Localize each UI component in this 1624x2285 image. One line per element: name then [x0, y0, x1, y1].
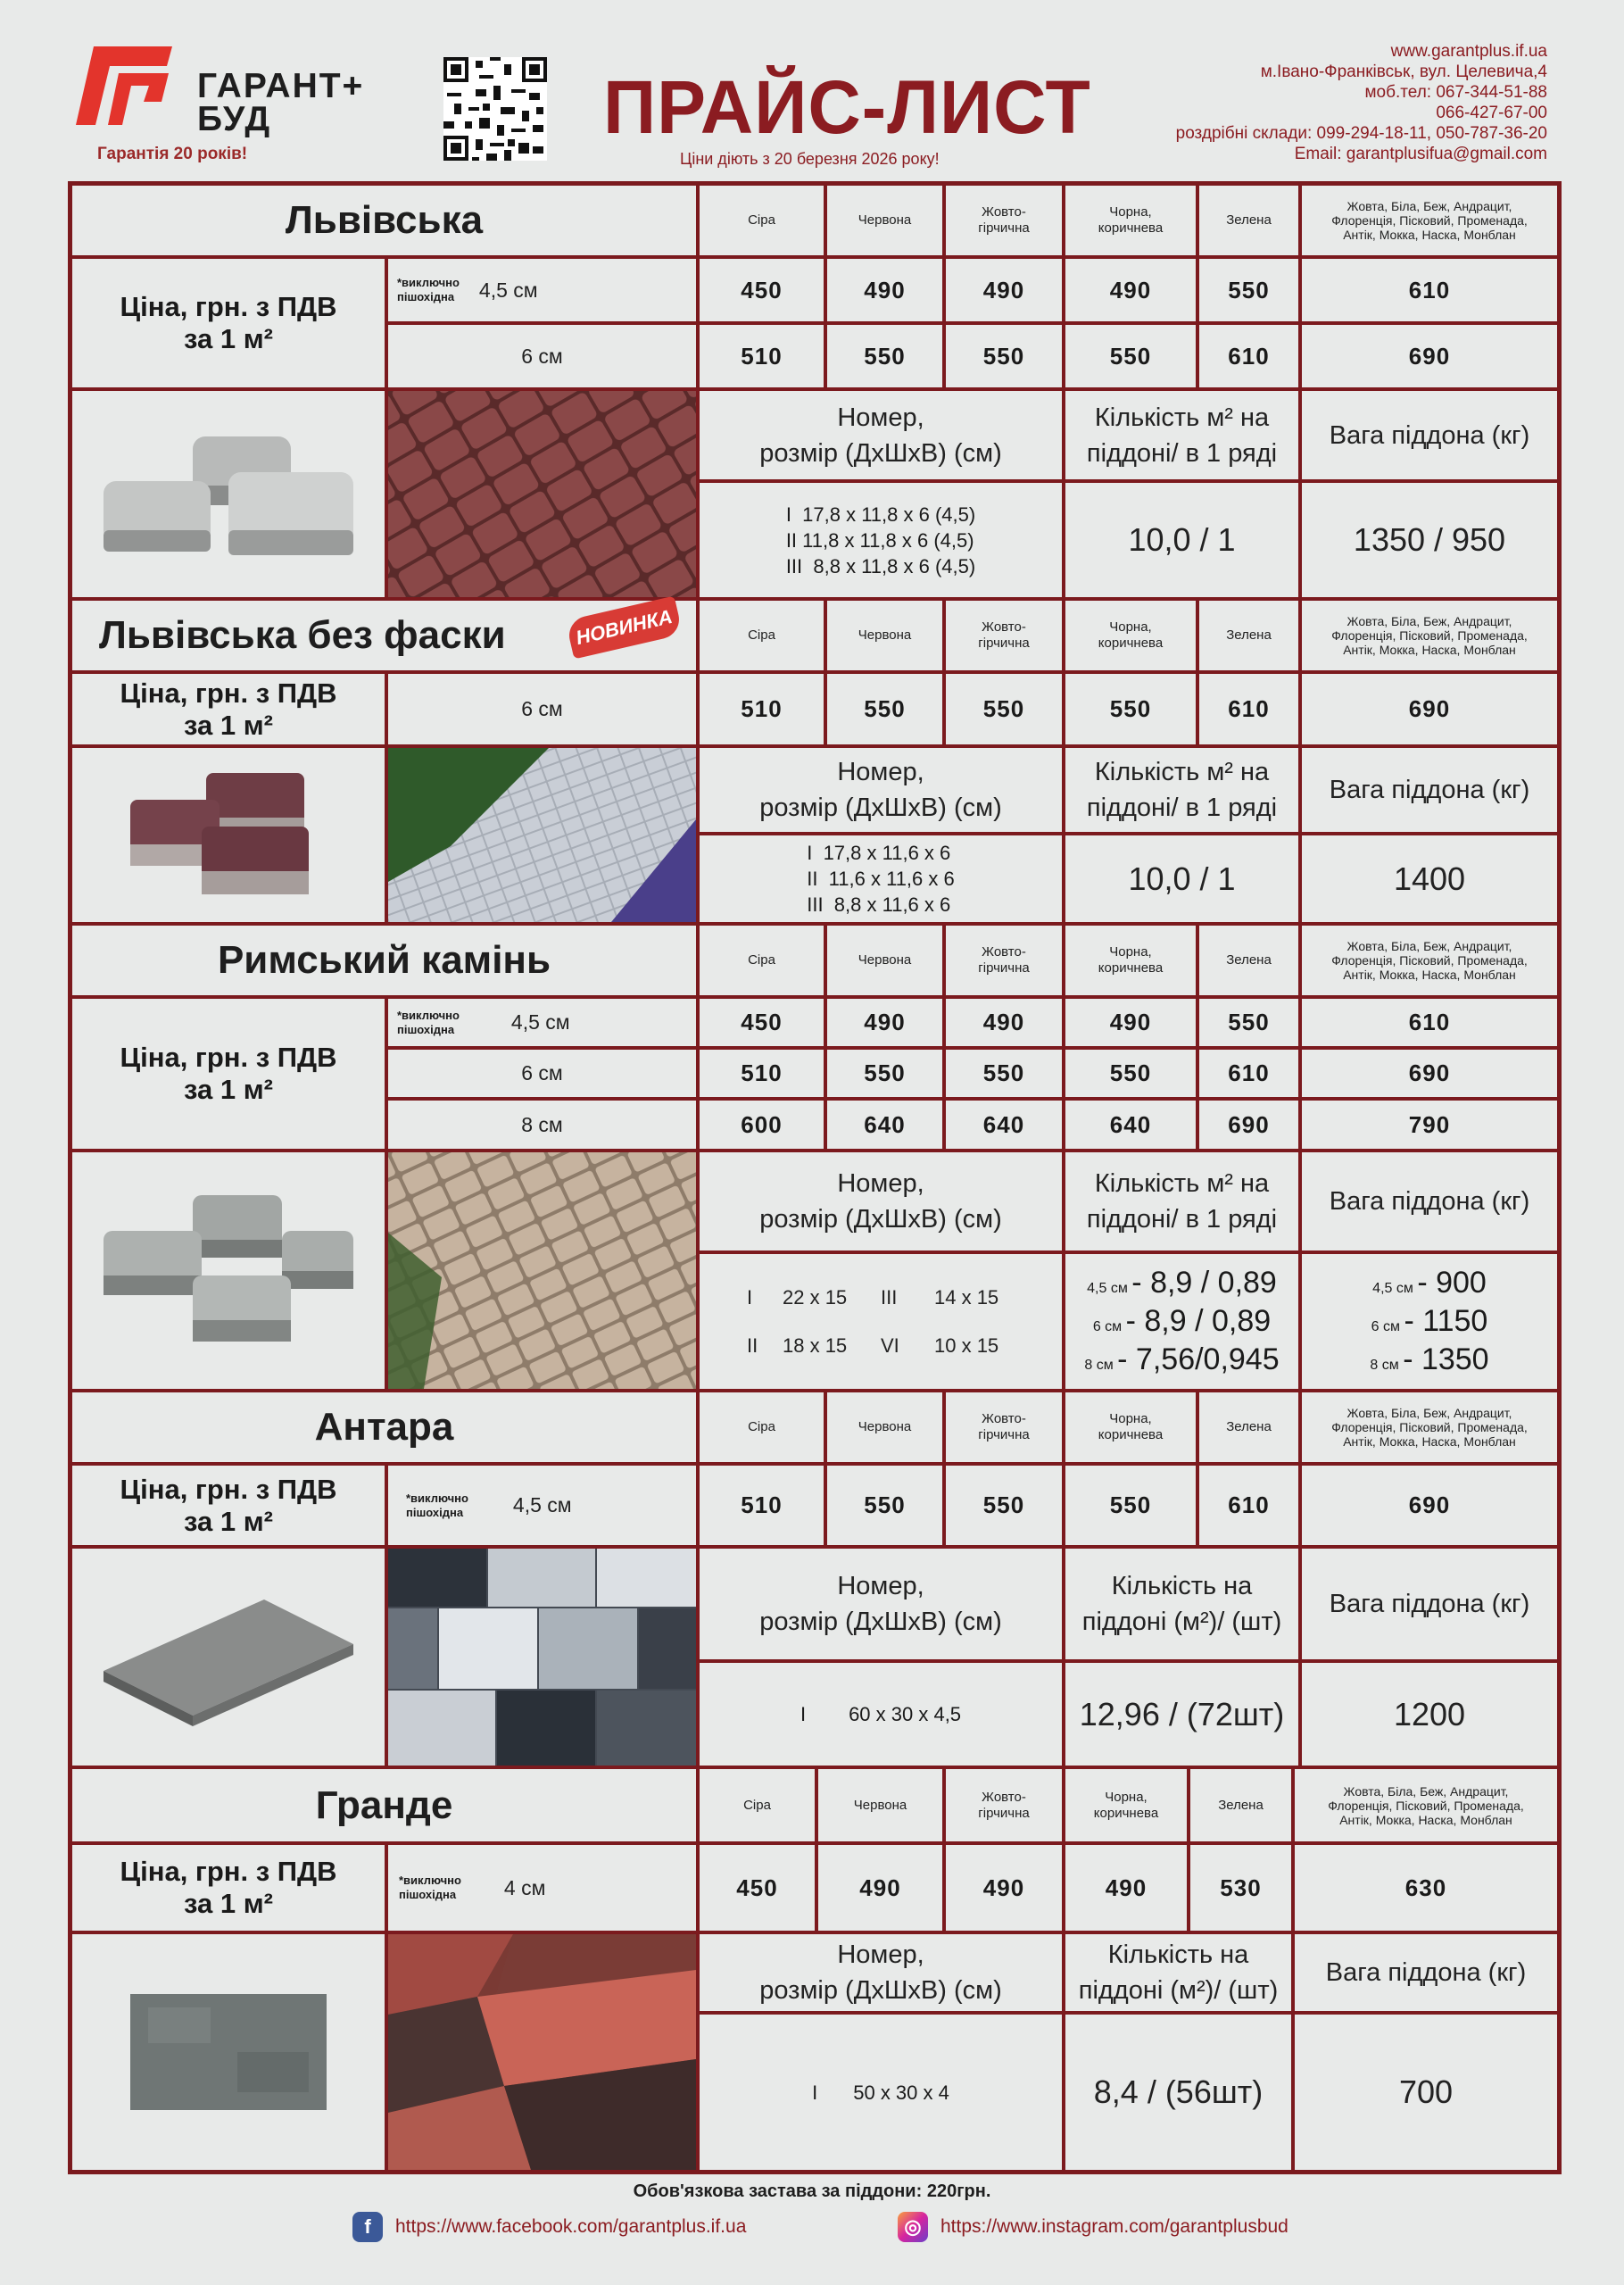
col-header-weight: Вага піддона (кг)	[1302, 391, 1557, 479]
weight-value: - 1350	[1403, 1342, 1489, 1376]
sizes-roman	[700, 1254, 1062, 1389]
col-header-weight: Вага піддона (кг)	[1295, 1934, 1557, 2011]
col-header-black: Чорна, коричнева	[1065, 1392, 1196, 1462]
price-cell: 450	[700, 259, 824, 321]
price-cell: 640	[1065, 1101, 1196, 1149]
facebook-url[interactable]: https://www.facebook.com/garantplus.if.ua	[395, 2216, 747, 2237]
paving-pattern-icon	[388, 391, 696, 597]
price-cell: 490	[1065, 1845, 1187, 1931]
new-badge: НОВИНКА	[566, 596, 684, 660]
price-cell: 690	[1199, 1101, 1298, 1149]
paving-garden-icon	[388, 748, 696, 922]
col-header-red: Червона	[827, 186, 942, 255]
price-cell: 550	[827, 1050, 942, 1097]
price-cell: 550	[946, 325, 1062, 387]
price-cell: 510	[700, 1466, 824, 1545]
product-name-grande: Гранде	[72, 1769, 696, 1841]
paving-photo-lvivska-nf	[388, 748, 696, 922]
product-image-lvivska	[72, 391, 385, 597]
thickness-cell	[388, 1466, 696, 1545]
product-name-lvivska-nf: Львівська без фаски	[99, 613, 506, 657]
thickness-label: 6 см	[388, 325, 696, 387]
paving-photo-roman	[388, 1152, 696, 1389]
paving-photo-grande	[388, 1934, 696, 2170]
price-cell: 490	[1065, 259, 1196, 321]
price-cell: 490	[827, 999, 942, 1046]
col-header-quantity: Кількість м² на піддоні/ в 1 ряді	[1065, 748, 1298, 832]
col-header-grey: Сіра	[700, 926, 824, 995]
price-cell: 690	[1302, 1466, 1557, 1545]
product-image-lvivska-nf	[72, 748, 385, 922]
weight-antara: 1200	[1302, 1663, 1557, 1766]
col-header-quantity: Кількість м² на піддоні/ в 1 ряді	[1065, 391, 1298, 479]
sizes-lvivska-nf: I 17,8 х 11,6 х 6 II 11,6 х 11,6 х 6 III 8,8 х 11,6 х 6	[700, 835, 1062, 922]
paver-stones-icon	[95, 410, 362, 579]
col-header-yellow: Жовто- гірчична	[946, 1392, 1062, 1462]
price-cell: 610	[1199, 674, 1298, 744]
col-header-grey: Сіра	[700, 1769, 815, 1841]
col-header-number-size: Номер, розмір (ДхШхВ) (см)	[700, 391, 1062, 479]
qty-value: - 7,56/0,945	[1117, 1342, 1280, 1376]
website-link[interactable]: www.garantplus.if.ua	[1390, 42, 1547, 61]
product-image-grande	[72, 1934, 385, 2170]
brand-name: ГАРАНТ+ БУД	[197, 67, 365, 138]
logo-mark-icon	[76, 46, 172, 125]
address: м.Івано-Франківськ, вул. Целевича,4	[1260, 62, 1547, 81]
price-cell: 640	[946, 1101, 1062, 1149]
col-header-grey: Сіра	[700, 601, 824, 670]
col-header-yellow: Жовто- гірчична	[946, 601, 1062, 670]
product-name-roman: Римський камінь	[72, 926, 696, 995]
size-value: 60 х 30 х 4,5	[849, 1703, 962, 1725]
col-header-yellow: Жовто- гірчична	[946, 926, 1062, 995]
brand-tagline: Гарантія 20 років!	[97, 145, 248, 163]
price-label: Ціна, грн. з ПДВ за 1 м²	[72, 674, 385, 744]
quantity-lvivska: 10,0 / 1	[1065, 483, 1298, 597]
price-cell: 610	[1199, 325, 1298, 387]
price-cell: 790	[1302, 1101, 1557, 1149]
paver-stones-icon	[121, 764, 336, 907]
col-header-black: Чорна, коричнева	[1065, 186, 1196, 255]
col-header-grey: Сіра	[700, 186, 824, 255]
sizes-grande	[700, 2015, 1062, 2170]
price-cell: 550	[1199, 999, 1298, 1046]
col-header-extra: Жовта, Біла, Беж, Андрацит, Флоренція, Пісковий, Променада, Антік, Мокка, Наска, Монблан	[1302, 1392, 1557, 1462]
weight-thickness: 8 см	[1370, 1358, 1399, 1373]
paving-slabs-icon	[388, 1549, 696, 1766]
qty-value: - 8,9 / 0,89	[1125, 1304, 1272, 1338]
sizes-lvivska: I 17,8 х 11,8 х 6 (4,5) II 11,8 х 11,8 х 6 (4,5) III 8,8 х 11,8 х 6 (4,5)	[700, 483, 1062, 597]
qty-thickness: 6 см	[1092, 1319, 1123, 1334]
weight-thickness: 4,5 см	[1372, 1281, 1413, 1296]
col-header-black: Чорна, коричнева	[1065, 1769, 1187, 1841]
size-value: 22 х 15	[783, 1285, 848, 1309]
paving-photo-lvivska	[388, 391, 696, 597]
price-cell: 550	[1065, 674, 1196, 744]
price-cell: 510	[700, 674, 824, 744]
col-header-quantity: Кількість м² на піддоні/ в 1 ряді	[1065, 1152, 1298, 1251]
size-value: 50 х 30 х 4	[853, 2081, 949, 2104]
pedestrian-note: *виключно пішохідна	[406, 1491, 468, 1519]
size-num: II	[747, 1334, 758, 1357]
facebook-link[interactable]	[352, 2212, 746, 2242]
price-cell: 510	[700, 1050, 824, 1097]
thickness-label: 8 см	[388, 1101, 696, 1149]
paver-stones-icon	[95, 1186, 362, 1356]
mobile-phone: моб.тел: 067-344-51-88	[1364, 83, 1547, 102]
size-num: I	[747, 1285, 753, 1309]
quantity-lvivska-nf: 10,0 / 1	[1065, 835, 1298, 922]
instagram-url[interactable]: https://www.instagram.com/garantplusbud	[940, 2216, 1288, 2237]
product-name-lvivska: Львівська	[72, 186, 696, 255]
pedestrian-note: *виключно пішохідна	[399, 1874, 461, 1901]
price-cell: 510	[700, 325, 824, 387]
col-header-black: Чорна, коричнева	[1065, 601, 1196, 670]
thickness-label: 4 см	[503, 1875, 546, 1899]
facebook-icon[interactable]: f	[352, 2212, 383, 2242]
price-cell: 550	[827, 1466, 942, 1545]
price-cell: 530	[1190, 1845, 1291, 1931]
col-header-green: Зелена	[1199, 601, 1298, 670]
thickness-cell	[388, 999, 696, 1046]
price-cell: 450	[700, 999, 824, 1046]
paving-pattern-icon	[388, 1152, 696, 1389]
qty-value: - 8,9 / 0,89	[1131, 1266, 1277, 1300]
col-header-quantity: Кількість на піддоні (м²)/ (шт)	[1065, 1549, 1298, 1659]
col-header-black: Чорна, коричнева	[1065, 926, 1196, 995]
size-num: VI	[881, 1334, 899, 1357]
paving-photo-antara	[388, 1549, 696, 1766]
price-cell: 550	[946, 1050, 1062, 1097]
price-label: Ціна, грн. з ПДВ за 1 м²	[72, 999, 385, 1149]
weight-value: - 1150	[1404, 1304, 1488, 1338]
col-header-green: Зелена	[1199, 1392, 1298, 1462]
col-header-green: Зелена	[1190, 1769, 1291, 1841]
price-cell: 610	[1302, 259, 1557, 321]
quantity-grande: 8,4 / (56шт)	[1065, 2015, 1291, 2170]
price-cell: 490	[1065, 999, 1196, 1046]
thickness-cell	[388, 1845, 696, 1931]
price-cell: 450	[700, 1845, 815, 1931]
price-cell: 690	[1302, 674, 1557, 744]
col-header-extra: Жовта, Біла, Беж, Андрацит, Флоренція, Пісковий, Променада, Антік, Мокка, Наска, Монблан	[1302, 926, 1557, 995]
price-table	[68, 181, 1562, 2174]
col-header-number-size: Номер, розмір (ДхШхВ) (см)	[700, 1549, 1062, 1659]
instagram-link[interactable]	[898, 2212, 1288, 2242]
price-cell: 490	[946, 1845, 1062, 1931]
price-cell: 690	[1302, 1050, 1557, 1097]
price-cell: 550	[1065, 1050, 1196, 1097]
paver-slab-icon	[121, 1990, 336, 2115]
product-image-antara	[72, 1549, 385, 1766]
price-cell: 600	[700, 1101, 824, 1149]
size-value: 10 х 15	[934, 1334, 999, 1357]
weight-grande: 700	[1295, 2015, 1557, 2170]
price-cell: 550	[827, 674, 942, 744]
mobile-phone-2: 066-427-67-00	[1436, 104, 1547, 122]
thickness-cell	[388, 259, 696, 321]
pallet-deposit-note: Обов'язкова застава за піддони: 220грн.	[633, 2181, 991, 2201]
size-num: III	[881, 1285, 898, 1309]
col-header-extra: Жовта, Біла, Беж, Андрацит, Флоренція, Пісковий, Променада, Антік, Мокка, Наска, Монблан	[1295, 1769, 1557, 1841]
weight-thickness: 6 см	[1371, 1319, 1400, 1334]
price-cell: 640	[827, 1101, 942, 1149]
price-label: Ціна, грн. з ПДВ за 1 м²	[72, 1845, 385, 1931]
paver-slab-icon	[95, 1582, 362, 1733]
quantity-antara: 12,96 / (72шт)	[1065, 1663, 1298, 1766]
col-header-quantity: Кількість на піддоні (м²)/ (шт)	[1065, 1934, 1291, 2011]
price-cell: 690	[1302, 325, 1557, 387]
thickness-label: 4,5 см	[478, 278, 538, 302]
pedestrian-note: *виключно пішохідна	[397, 276, 460, 303]
price-cell: 550	[946, 674, 1062, 744]
col-header-red: Червона	[827, 601, 942, 670]
col-header-weight: Вага піддона (кг)	[1302, 748, 1557, 832]
thickness-label: 4,5 см	[512, 1493, 572, 1516]
price-cell: 550	[1199, 259, 1298, 321]
weight-lvivska: 1350 / 950	[1302, 483, 1557, 597]
col-header-yellow: Жовто- гірчична	[946, 1769, 1062, 1841]
price-cell: 490	[818, 1845, 942, 1931]
weight-value: - 900	[1417, 1266, 1487, 1300]
price-cell: 550	[1065, 325, 1196, 387]
col-header-number-size: Номер, розмір (ДхШхВ) (см)	[700, 1152, 1062, 1251]
price-cell: 550	[1065, 1466, 1196, 1545]
price-label: Ціна, грн. з ПДВ за 1 м²	[72, 1466, 385, 1545]
price-cell: 550	[827, 325, 942, 387]
weight-lvivska-nf: 1400	[1302, 835, 1557, 922]
thickness-label: 6 см	[388, 1050, 696, 1097]
price-cell: 610	[1302, 999, 1557, 1046]
product-image-roman	[72, 1152, 385, 1389]
col-header-number-size: Номер, розмір (ДхШхВ) (см)	[700, 748, 1062, 832]
size-value: 14 х 15	[934, 1285, 999, 1309]
product-name-antara: Антара	[72, 1392, 696, 1462]
page-title: ПРАЙС-ЛИСТ	[603, 65, 1091, 149]
size-num: I	[812, 2081, 818, 2104]
pedestrian-note: *виключно пішохідна	[397, 1008, 460, 1036]
size-num: I	[800, 1703, 807, 1725]
contact-block	[1176, 41, 1547, 164]
col-header-red: Червона	[827, 926, 942, 995]
price-cell: 630	[1295, 1845, 1557, 1931]
qty-thickness: 4,5 см	[1087, 1281, 1128, 1296]
col-header-weight: Вага піддона (кг)	[1302, 1549, 1557, 1659]
qty-thickness: 8 см	[1084, 1358, 1114, 1373]
price-valid-date: Ціни діють з 20 березня 2026 року!	[680, 150, 940, 168]
price-cell: 610	[1199, 1466, 1298, 1545]
price-cell: 490	[827, 259, 942, 321]
col-header-grey: Сіра	[700, 1392, 824, 1462]
price-cell: 490	[946, 999, 1062, 1046]
col-header-extra: Жовта, Біла, Беж, Андрацит, Флоренція, Пісковий, Променада, Антік, Мокка, Наска, Монблан	[1302, 186, 1557, 255]
price-cell: 490	[946, 259, 1062, 321]
thickness-label: 4,5 см	[510, 1010, 570, 1034]
col-header-weight: Вага піддона (кг)	[1302, 1152, 1557, 1251]
sizes-antara	[700, 1663, 1062, 1766]
paving-slabs-icon	[388, 1934, 696, 2170]
thickness-label: 6 см	[388, 674, 696, 744]
weight-roman	[1302, 1254, 1557, 1389]
email-link[interactable]: Email: garantplusifua@gmail.com	[1294, 145, 1547, 163]
price-cell: 550	[946, 1466, 1062, 1545]
col-header-red: Червона	[827, 1392, 942, 1462]
col-header-yellow: Жовто- гірчична	[946, 186, 1062, 255]
instagram-icon[interactable]: ◎	[898, 2212, 928, 2242]
col-header-red: Червона	[818, 1769, 942, 1841]
col-header-number-size: Номер, розмір (ДхШхВ) (см)	[700, 1934, 1062, 2011]
price-label: Ціна, грн. з ПДВ за 1 м²	[72, 259, 385, 387]
quantity-roman	[1065, 1254, 1298, 1389]
price-cell: 610	[1199, 1050, 1298, 1097]
col-header-green: Зелена	[1199, 186, 1298, 255]
col-header-extra: Жовта, Біла, Беж, Андрацит, Флоренція, Пісковий, Променада, Антік, Мокка, Наска, Монблан	[1302, 601, 1557, 670]
warehouse-phones: роздрібні склади: 099-294-18-11, 050-787-36-20	[1175, 124, 1547, 143]
col-header-green: Зелена	[1199, 926, 1298, 995]
qr-code-icon[interactable]	[443, 57, 547, 161]
size-value: 18 х 15	[783, 1334, 848, 1357]
